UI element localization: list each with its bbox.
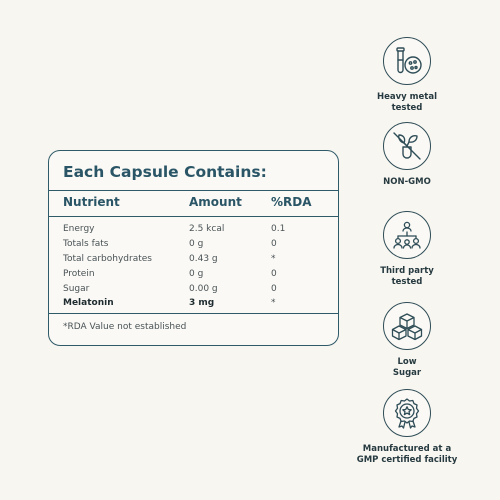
badge-non-gmo — [342, 122, 472, 188]
nutrition-panel — [48, 150, 339, 346]
row-carbs-rda: * — [271, 254, 276, 264]
row-carbs-nutrient: Total carbohydrates — [63, 254, 152, 264]
row-carbs-amount: 0.43 g — [189, 254, 218, 264]
badge-low-sugar-label: Low Sugar — [392, 357, 422, 378]
row-fats-amount: 0 g — [189, 239, 204, 249]
rda-footnote: *RDA Value not established — [63, 322, 187, 332]
row-melatonin-nutrient: Melatonin — [63, 298, 114, 308]
row-energy-amount: 2.5 kcal — [189, 224, 225, 234]
test-tube-petri-icon — [383, 37, 431, 85]
row-protein-amount: 0 g — [189, 269, 204, 279]
row-fats-rda: 0 — [271, 239, 277, 249]
people-network-icon — [383, 211, 431, 259]
badge-gmp-label: Manufactured at a GMP certified facility — [356, 444, 458, 465]
leaf-tube-crossed-icon — [383, 122, 431, 170]
quality-seal-icon — [383, 389, 431, 437]
row-protein-rda: 0 — [271, 269, 277, 279]
header-top-rule — [49, 190, 338, 191]
badge-heavy-metal-label: Heavy metal tested — [377, 92, 437, 113]
row-energy-rda: 0.1 — [271, 224, 286, 234]
table-end-rule — [49, 313, 338, 314]
badge-heavy-metal — [342, 37, 472, 114]
row-protein-nutrient: Protein — [63, 269, 95, 279]
badge-non-gmo-label: NON-GMO — [383, 177, 431, 187]
panel-title: Each Capsule Contains: — [63, 163, 267, 181]
header-nutrient: Nutrient — [63, 195, 120, 209]
header-bottom-rule — [49, 216, 338, 217]
badge-third-party — [342, 211, 472, 288]
row-sugar-amount: 0.00 g — [189, 284, 218, 294]
sugar-cubes-icon — [383, 302, 431, 350]
row-fats-nutrient: Totals fats — [63, 239, 109, 249]
row-energy-nutrient: Energy — [63, 224, 95, 234]
badge-third-party-label: Third party tested — [380, 266, 434, 287]
row-melatonin-amount: 3 mg — [189, 298, 215, 308]
badge-gmp — [342, 389, 472, 466]
row-sugar-rda: 0 — [271, 284, 277, 294]
badge-low-sugar — [342, 302, 472, 379]
row-sugar-nutrient: Sugar — [63, 284, 90, 294]
header-amount: Amount — [189, 195, 242, 209]
header-rda: %RDA — [271, 195, 312, 209]
row-melatonin-rda: * — [271, 298, 276, 308]
